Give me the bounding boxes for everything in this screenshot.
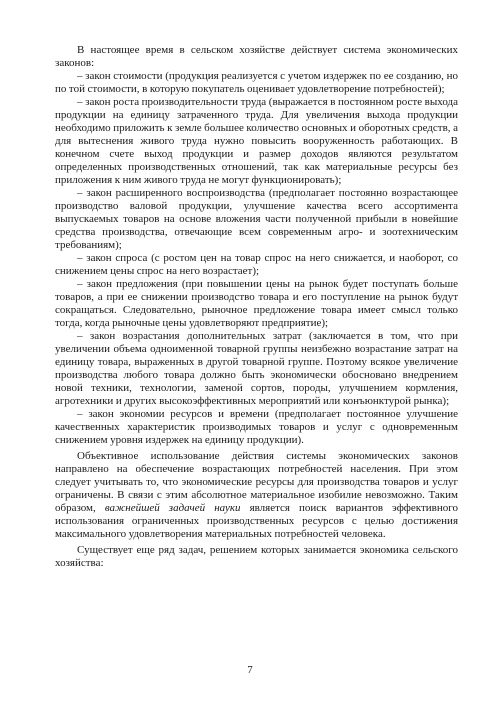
tasks-intro-paragraph: Существует еще ряд задач, решением которых занимается экономика сельского хозяйства:: [55, 544, 458, 569]
law-value-paragraph: – закон стоимости (продукция реализуется с учетом издержек по ее созданию, но по той стоимости, в которую покупатель оценивает удовлетворение потребностей);: [55, 70, 458, 95]
law-reproduction-paragraph: – закон расширенного воспроизводства (предполагает постоянно возрастающее производство валовой продукции, улучшение качества всего ассортимента выпускаемых товаров на основе вложения части полученной прибыли в новейшие средства производства, отвечающие всем современным агро- и зоотехническим требованиям);: [55, 187, 458, 251]
emphasized-phrase: важнейшей задачей науки: [104, 502, 241, 514]
objective-use-text-before: Объективное использование действия системы экономических законов направлено на обеспечение возрастающих потребностей населения. При этом следует учитывать то, что экономические ресурсы для производства товаров и услуг ограничены. В связи с этим абсолютное материальное изобилие невозможно. Таким образом,: [55, 450, 458, 514]
law-resource-economy-paragraph: – закон экономии ресурсов и времени (предполагает постоянное улучшение качественных характеристик производимых товаров и услуг с одновременным снижением уровня издержек на единицу продукции).: [55, 408, 458, 446]
page-number: 7: [247, 664, 253, 676]
law-additional-costs-paragraph: – закон возрастания дополнительных затрат (заключается в том, что при увеличении объема одноименной товарной группы неизбежно возрастание затрат на единицу товара, выраженных в другой товарной группе. Поэтому всякое увеличение производства любого товара должно быть экономически обосновано внедрением новой техники, технологии, заменой сортов, породы, улучшением кормления, агротехники и других высокоэффективных мероприятий или конъюнктурой рынка);: [55, 330, 458, 407]
law-demand-paragraph: – закон спроса (с ростом цен на товар спрос на него снижается, и наоборот, со снижением цены спрос на него возрастает);: [55, 252, 458, 277]
body-text: [55, 44, 458, 570]
law-supply-paragraph: – закон предложения (при повышении цены на рынок будет поступать больше товаров, а при ее снижении производство товара и его поступление на рынок будут сокращаться. Следовательно, рыночное предложение товара имеет смысл только тогда, когда рыночные цены удовлетворяют предприятие);: [55, 278, 458, 329]
objective-use-text-after: является поиск вариантов эффективного использования ограниченных производственных ресурсов с целью достижения максимального удовлетворения материальных потребностей человека.: [55, 502, 458, 540]
law-productivity-paragraph: – закон роста производительности труда (выражается в постоянном росте выхода продукции на единицу затраченного труда. Для увеличения выхода продукции необходимо приложить к земле большее количество основных и оборотных средств, а для вытеснения живого труда нужно повысить вооруженность работающих. В конечном счете выход продукции и размер доходов являются результатом определенных производственных отношений, так как материальные ресурсы без приложения к ним живого труда не могут функционировать);: [55, 96, 458, 186]
objective-use-paragraph: [55, 450, 458, 541]
intro-paragraph: В настоящее время в сельском хозяйстве действует система экономических законов:: [55, 44, 458, 69]
